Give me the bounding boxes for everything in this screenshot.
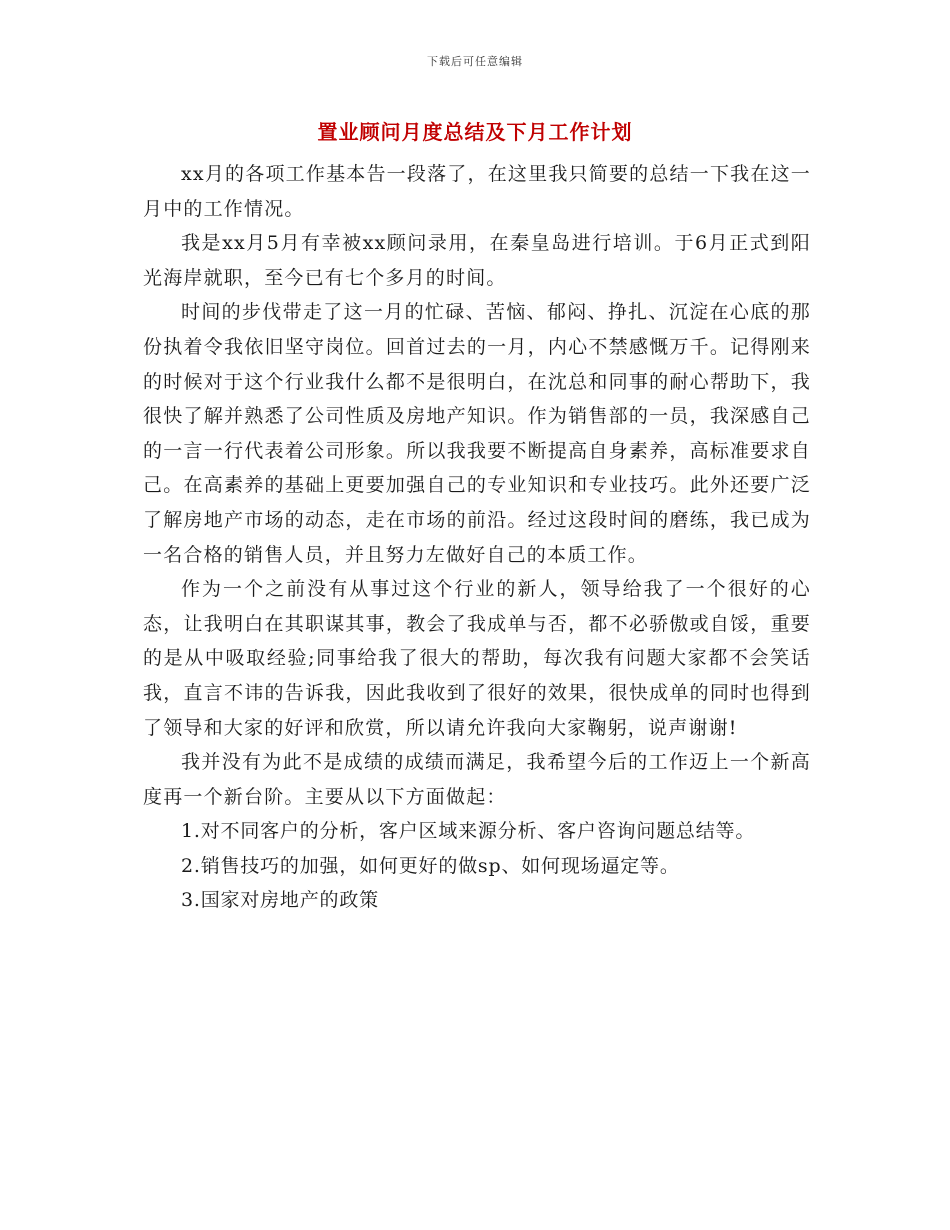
paragraph: 我并没有为此不是成绩的成绩而满足，我希望今后的工作迈上一个新高度再一个新台阶。主要从以下方面做起： bbox=[143, 751, 811, 808]
paragraph: 时间的步伐带走了这一月的忙碌、苦恼、郁闷、挣扎、沉淀在心底的那份执着令我依旧坚守岗位。回首过去的一月，内心不禁感慨万千。记得刚来的时候对于这个行业我什么都不是很明白，在沈总和同事的耐心帮助下，我很快了解并熟悉了公司性质及房地产知识。作为销售部的一员，我深感自己的一言一行代表着公司形象。所以我我要不断提高自身素养，高标准要求自己。在高素养的基础上更要加强自己的专业知识和专业技巧。此外还要广泛了解房地产市场的动态，走在市场的前沿。经过这段时间的磨练，我已成为一名合格的销售人员，并且努力左做好自己的本质工作。 bbox=[143, 301, 811, 566]
list-item: 2.销售技巧的加强，如何更好的做sp、如何现场逼定等。 bbox=[181, 854, 680, 877]
paragraph: xx月的各项工作基本告一段落了，在这里我只简要的总结一下我在这一月中的工作情况。 bbox=[143, 163, 811, 220]
document-body bbox=[143, 157, 811, 918]
paragraph: 我是xx月5月有幸被xx顾问录用，在秦皇岛进行培训。于6月正式到阳光海岸就职，至今已有七个多月的时间。 bbox=[143, 232, 811, 289]
header-note: 下载后可任意编辑 bbox=[427, 55, 523, 68]
list-item: 3.国家对房地产的政策 bbox=[181, 889, 379, 912]
list-item: 1.对不同客户的分析，客户区域来源分析、客户咨询问题总结等。 bbox=[181, 820, 756, 843]
paragraph: 作为一个之前没有从事过这个行业的新人，领导给我了一个很好的心态，让我明白在其职谋其事，教会了我成单与否，都不必骄傲或自馁，重要的是从中吸取经验;同事给我了很大的帮助，每次我有问题大家都不会笑话我，直言不讳的告诉我，因此我收到了很好的效果，很快成单的同时也得到了领导和大家的好评和欣赏，所以请允许我向大家鞠躬，说声谢谢! bbox=[143, 578, 811, 739]
document-title: 置业顾问月度总结及下月工作计划 bbox=[317, 120, 633, 144]
